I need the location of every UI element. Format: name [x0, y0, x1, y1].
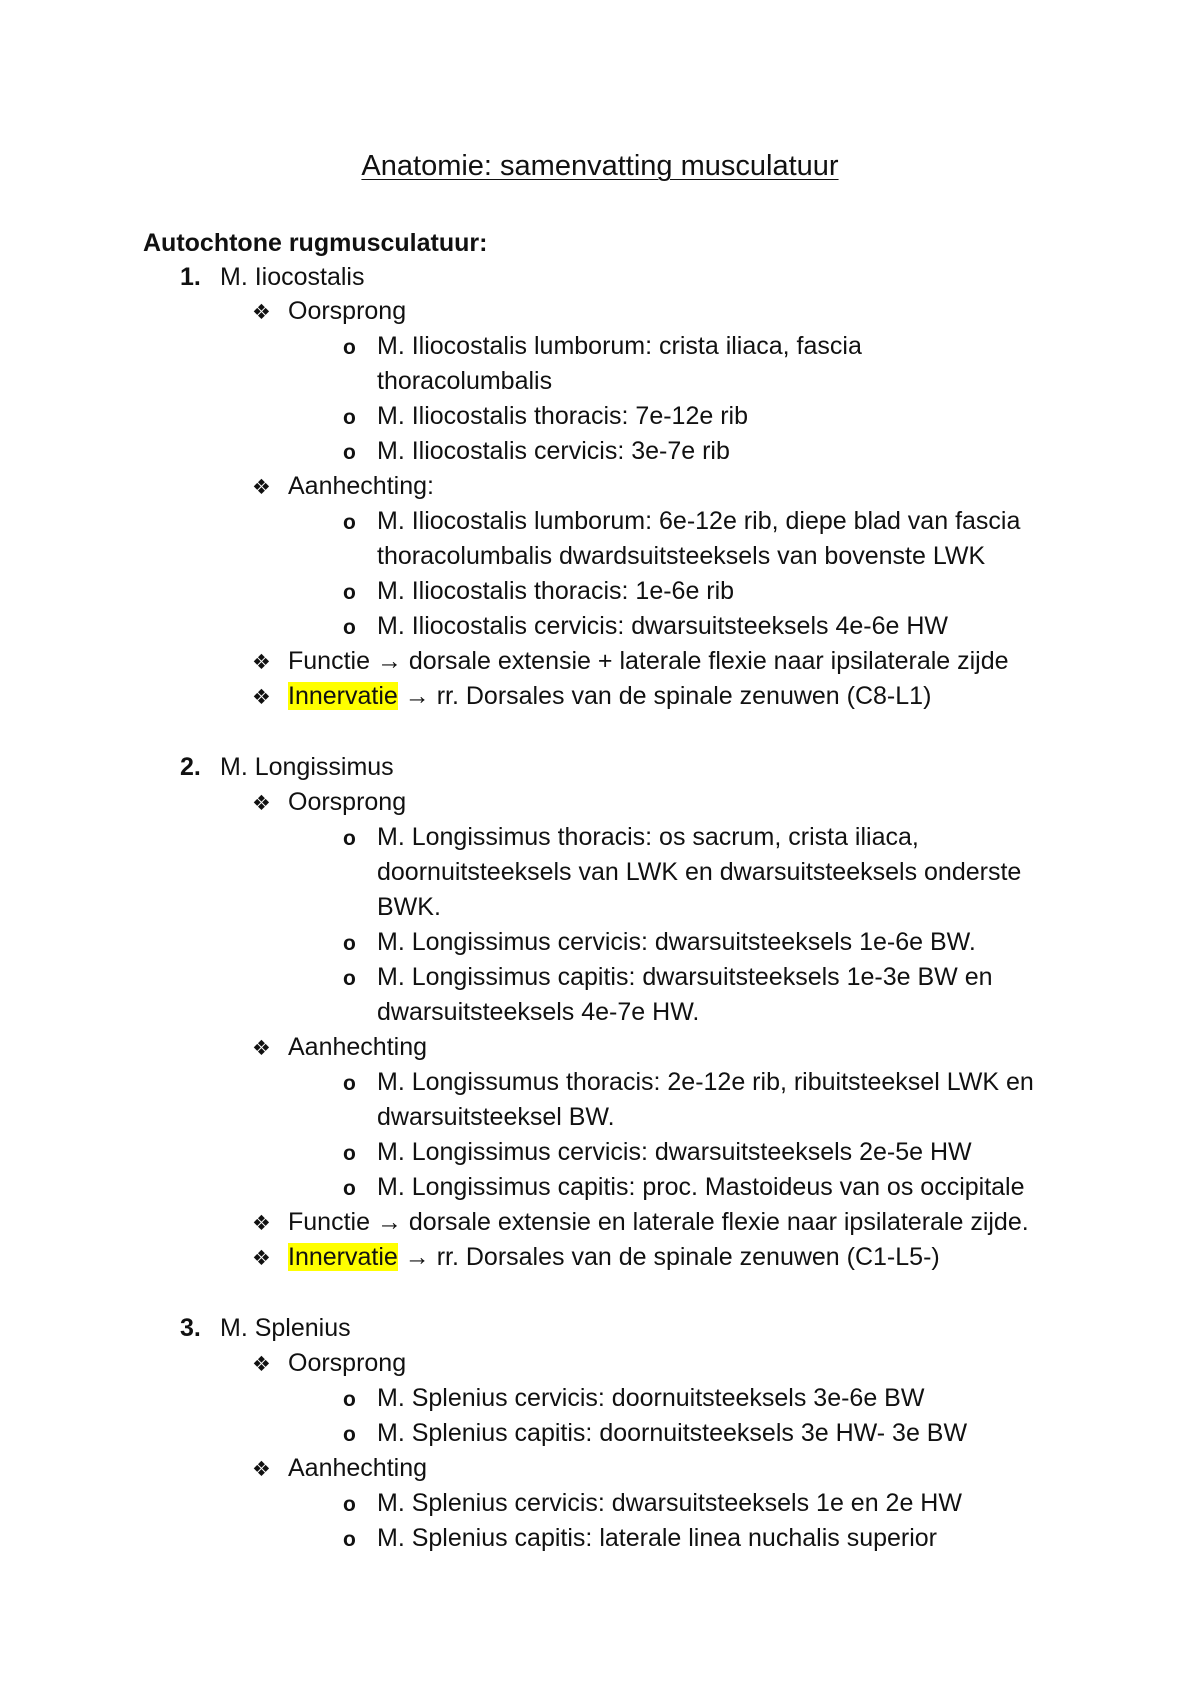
diamond-bullet-icon: ❖ [252, 1212, 271, 1235]
bullet-label: Aanhechting: [288, 472, 434, 500]
bullet-innervatie [252, 1240, 940, 1276]
sub-item [343, 399, 748, 435]
bullet-label: Functie [288, 1208, 370, 1236]
sub-item [343, 329, 862, 365]
circle-bullet-icon: o [343, 1072, 356, 1095]
sub-item-continuation: thoracolumbalis dwardsuitsteeksels van bovenste LWK [377, 542, 986, 570]
diamond-bullet-icon: ❖ [252, 1247, 271, 1270]
muscle-heading-3 [180, 1311, 351, 1345]
list-number: 3. [180, 1314, 201, 1342]
bullet-label: Functie [288, 647, 370, 675]
bullet-aanhechting [252, 469, 434, 505]
sub-item [343, 1381, 924, 1417]
circle-bullet-icon: o [343, 932, 356, 955]
sub-item [343, 1521, 937, 1557]
sub-item-text: M. Longissimus capitis: dwarsuitsteeksels 1e-3e BW en [377, 963, 993, 991]
list-number: 1. [180, 263, 201, 291]
circle-bullet-icon: o [343, 511, 356, 534]
bullet-innervatie [252, 679, 931, 715]
sub-item [343, 1065, 1034, 1101]
bullet-label: Oorsprong [288, 1349, 407, 1377]
sub-item-continuation: thoracolumbalis [377, 367, 553, 395]
sub-item-text: M. Splenius cervicis: doornuitsteeksels 3e-6e BW [377, 1384, 925, 1412]
sub-item-text: M. Longissumus thoracis: 2e-12e rib, ribuitsteeksel LWK en [377, 1068, 1034, 1096]
circle-bullet-icon: o [343, 406, 356, 429]
innervatie-text: rr. Dorsales van de spinale zenuwen (C1-L5-) [436, 1243, 940, 1271]
sub-item-continuation: dwarsuitsteeksels 4e-7e HW. [377, 998, 700, 1026]
sub-item [343, 504, 1020, 540]
sub-item-text: M. Splenius capitis: doornuitsteeksels 3e HW- 3e BW [377, 1419, 968, 1447]
bullet-oorsprong [252, 1346, 406, 1382]
circle-bullet-icon: o [343, 1423, 356, 1446]
sub-item-text: M. Longissimus thoracis: os sacrum, crista iliaca, [377, 823, 919, 851]
bullet-aanhechting [252, 1030, 427, 1066]
sub-item [343, 609, 948, 645]
circle-bullet-icon: o [343, 827, 356, 850]
sub-item-text: M. Longissimus cervicis: dwarsuitsteeksels 2e-5e HW [377, 1138, 972, 1166]
sub-item [343, 820, 919, 856]
innervatie-text: rr. Dorsales van de spinale zenuwen (C8-L1) [436, 682, 932, 710]
muscle-name: M. Iiocostalis [220, 263, 365, 291]
sub-item-text: M. Iliocostalis cervicis: 3e-7e rib [377, 437, 730, 465]
sub-item [343, 925, 976, 961]
bullet-aanhechting [252, 1451, 427, 1487]
circle-bullet-icon: o [343, 581, 356, 604]
sub-item-continuation: doornuitsteeksels van LWK en dwarsuitsteeksels onderste [377, 858, 1022, 886]
arrow-right-icon: → [404, 1243, 430, 1271]
sub-item-text: M. Splenius cervicis: dwarsuitsteeksels 1e en 2e HW [377, 1489, 962, 1517]
functie-text: dorsale extensie en laterale flexie naar ipsilaterale zijde. [408, 1208, 1029, 1236]
diamond-bullet-icon: ❖ [252, 301, 271, 324]
page-title: Anatomie: samenvatting musculatuur [361, 150, 839, 182]
arrow-right-icon: → [404, 682, 430, 710]
diamond-bullet-icon: ❖ [252, 792, 271, 815]
bullet-label: Aanhechting [288, 1033, 428, 1061]
bullet-oorsprong [252, 785, 406, 821]
sub-item [343, 1486, 962, 1522]
sub-item-text: M. Longissimus capitis: proc. Mastoideus van os occipitale [377, 1173, 1025, 1201]
highlighted-label: Innervatie [288, 682, 398, 710]
sub-item [343, 1135, 972, 1171]
circle-bullet-icon: o [343, 1528, 356, 1551]
circle-bullet-icon: o [343, 336, 356, 359]
section-heading: Autochtone rugmusculatuur: [143, 229, 488, 257]
circle-bullet-icon: o [343, 1142, 356, 1165]
muscle-heading-2 [180, 750, 394, 784]
sub-item [343, 1416, 967, 1452]
highlighted-label: Innervatie [288, 1243, 398, 1271]
bullet-label: Oorsprong [288, 788, 407, 816]
bullet-functie [252, 644, 1009, 680]
arrow-right-icon: → [376, 1208, 402, 1236]
functie-text: dorsale extensie + laterale flexie naar ipsilaterale zijde [408, 647, 1009, 675]
diamond-bullet-icon: ❖ [252, 476, 271, 499]
sub-item-continuation: BWK. [377, 893, 441, 921]
circle-bullet-icon: o [343, 1388, 356, 1411]
muscle-name: M. Splenius [220, 1314, 351, 1342]
circle-bullet-icon: o [343, 616, 356, 639]
diamond-bullet-icon: ❖ [252, 686, 271, 709]
circle-bullet-icon: o [343, 1493, 356, 1516]
sub-item [343, 960, 993, 996]
muscle-name: M. Longissimus [220, 753, 394, 781]
diamond-bullet-icon: ❖ [252, 651, 271, 674]
diamond-bullet-icon: ❖ [252, 1037, 271, 1060]
sub-item [343, 574, 734, 610]
bullet-oorsprong [252, 294, 406, 330]
diamond-bullet-icon: ❖ [252, 1458, 271, 1481]
circle-bullet-icon: o [343, 441, 356, 464]
arrow-right-icon: → [376, 647, 402, 675]
sub-item-text: M. Iliocostalis lumborum: crista iliaca, fascia [377, 332, 862, 360]
sub-item-text: M. Longissimus cervicis: dwarsuitsteeksels 1e-6e BW. [377, 928, 976, 956]
bullet-label: Oorsprong [288, 297, 407, 325]
circle-bullet-icon: o [343, 967, 356, 990]
list-number: 2. [180, 753, 201, 781]
sub-item-text: M. Iliocostalis cervicis: dwarsuitsteeksels 4e-6e HW [377, 612, 948, 640]
bullet-functie [252, 1205, 1029, 1241]
sub-item-text: M. Iliocostalis thoracis: 1e-6e rib [377, 577, 735, 605]
sub-item-continuation: dwarsuitsteeksel BW. [377, 1103, 615, 1131]
diamond-bullet-icon: ❖ [252, 1353, 271, 1376]
muscle-heading-1 [180, 260, 364, 294]
sub-item [343, 1170, 1025, 1206]
sub-item-text: M. Iliocostalis thoracis: 7e-12e rib [377, 402, 748, 430]
sub-item-text: M. Splenius capitis: laterale linea nuchalis superior [377, 1524, 938, 1552]
sub-item [343, 434, 730, 470]
bullet-label: Aanhechting [288, 1454, 428, 1482]
sub-item-text: M. Iliocostalis lumborum: 6e-12e rib, diepe blad van fascia [377, 507, 1021, 535]
circle-bullet-icon: o [343, 1177, 356, 1200]
